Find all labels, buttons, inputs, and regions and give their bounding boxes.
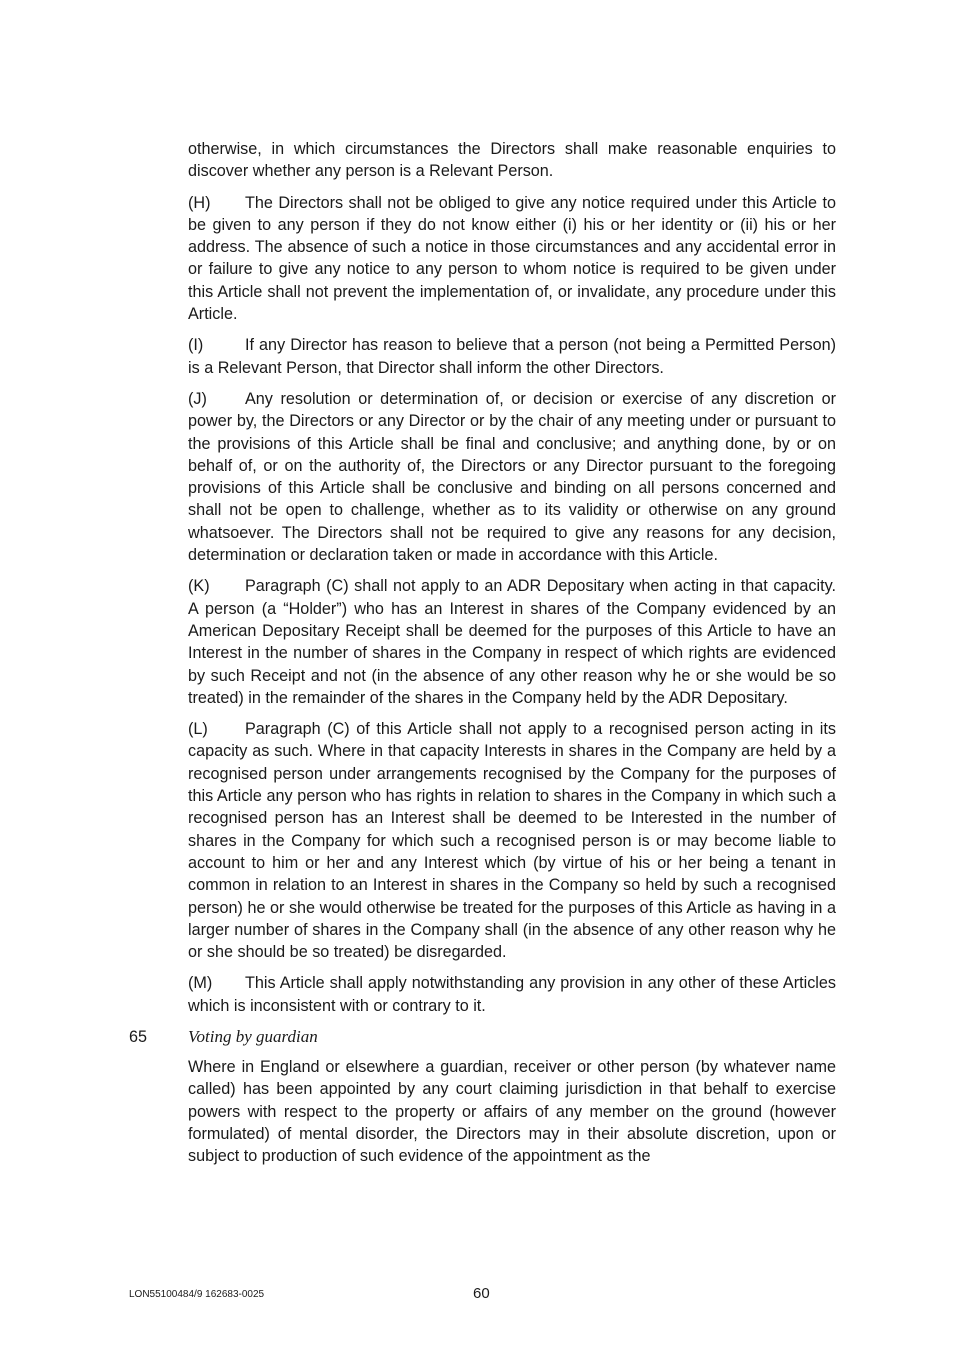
page-number: 60 — [473, 1285, 490, 1302]
paragraph-text: Paragraph (C) of this Article shall not apply to a recognised person acting in its capacity as such. Where in that capacity Interests in shares in the Company are held by a recognised person under arrangements recognised by the Company for the purposes of this Article any person who has rights in relation to shares in the Company in which such a recognised person has an Interest shall be deemed to be Interested in the number of shares in the Company for which such a recognised person is or may become liable to account to him or her and any Interest which (by virtue of his or her being a tenant in common in relation to an Interest in shares in the Company so held by such a recognised person) he or she would otherwise be treated for the purposes of this Article as having in a larger number of shares in the Company shall (in the absence of any other reason why he or she should be so treated) be disregarded. — [188, 720, 836, 962]
intro-continuation: otherwise, in which circumstances the Directors shall make reasonable enquiries to discover whether any person is a Relevant Person. — [188, 140, 836, 181]
paragraph-label: (L) — [188, 720, 208, 739]
paragraph-text: The Directors shall not be obliged to give any notice required under this Article to be given to any person if they do not know either (i) his or her identity or (ii) his or her address. The absence of such a notice in those circumstances and any accidental error in or failure to give any notice to any person to whom notice is required to be given under this Article shall not prevent the implementation of, or invalidate, any procedure under this Article. — [188, 193, 836, 324]
paragraph-k — [188, 575, 836, 709]
section-heading — [129, 1026, 836, 1048]
paragraph-label: (M) — [188, 974, 213, 993]
section-body: Where in England or elsewhere a guardian, receiver or other person (by whatever name called) has been appointed by any court claiming jurisdiction in that behalf to exercise powers with respect to the property or affairs of any member on the ground (however formulated) of mental disorder, the Directors may in their absolute discretion, upon or subject to production of such evidence of the appointment as the — [188, 1057, 836, 1166]
paragraph-m — [188, 972, 836, 1017]
paragraph-j — [188, 388, 836, 566]
paragraph-text: This Article shall apply notwithstanding any provision in any other of these Articles which is inconsistent with or contrary to it. — [188, 974, 836, 1015]
paragraph-label: (K) — [188, 577, 210, 596]
paragraph-text: Any resolution or determination of, or decision or exercise of any discretion or power by, the Directors or any Director or by the chair of any meeting under or pursuant to the provisions of this Article shall be final and conclusive; and anything done, by or on behalf of, or on the authority of, the Directors or any Director pursuant to the foregoing provisions of this Article shall be conclusive and binding on all persons concerned and shall not be open to challenge, whether as to its validity or otherwise on any ground whatsoever. The Directors shall not be required to give any reasons for any decision, determination or declaration taken or made in accordance with this Article. — [188, 389, 836, 565]
document-body — [129, 138, 836, 1176]
paragraph-i — [188, 334, 836, 379]
section-number: 65 — [129, 1027, 148, 1046]
section-title: Voting by guardian — [188, 1026, 318, 1046]
paragraph-label: (H) — [188, 193, 211, 212]
paragraph-label: (J) — [188, 389, 207, 408]
paragraph-l — [188, 718, 836, 963]
paragraph-text: If any Director has reason to believe that a person (not being a Permitted Person) is a Relevant Person, that Director shall inform the other Directors. — [188, 336, 836, 377]
document-reference: LON55100484/9 162683-0025 — [129, 1289, 265, 1300]
paragraph-text: Paragraph (C) shall not apply to an ADR Depositary when acting in that capacity. A person (a “Holder”) who has an Interest in shares of the Company evidenced by an American Depositary Receipt shall be deemed for the purposes of this Article to have an Interest in the number of shares in the Company in respect of which rights are evidenced by such Receipt and not (in the absence of any other reason why he or she would be so treated) in the remainder of the shares in the Company held by the ADR Depositary. — [188, 577, 836, 707]
paragraph-label: (I) — [188, 336, 204, 355]
paragraph-h — [188, 192, 836, 326]
